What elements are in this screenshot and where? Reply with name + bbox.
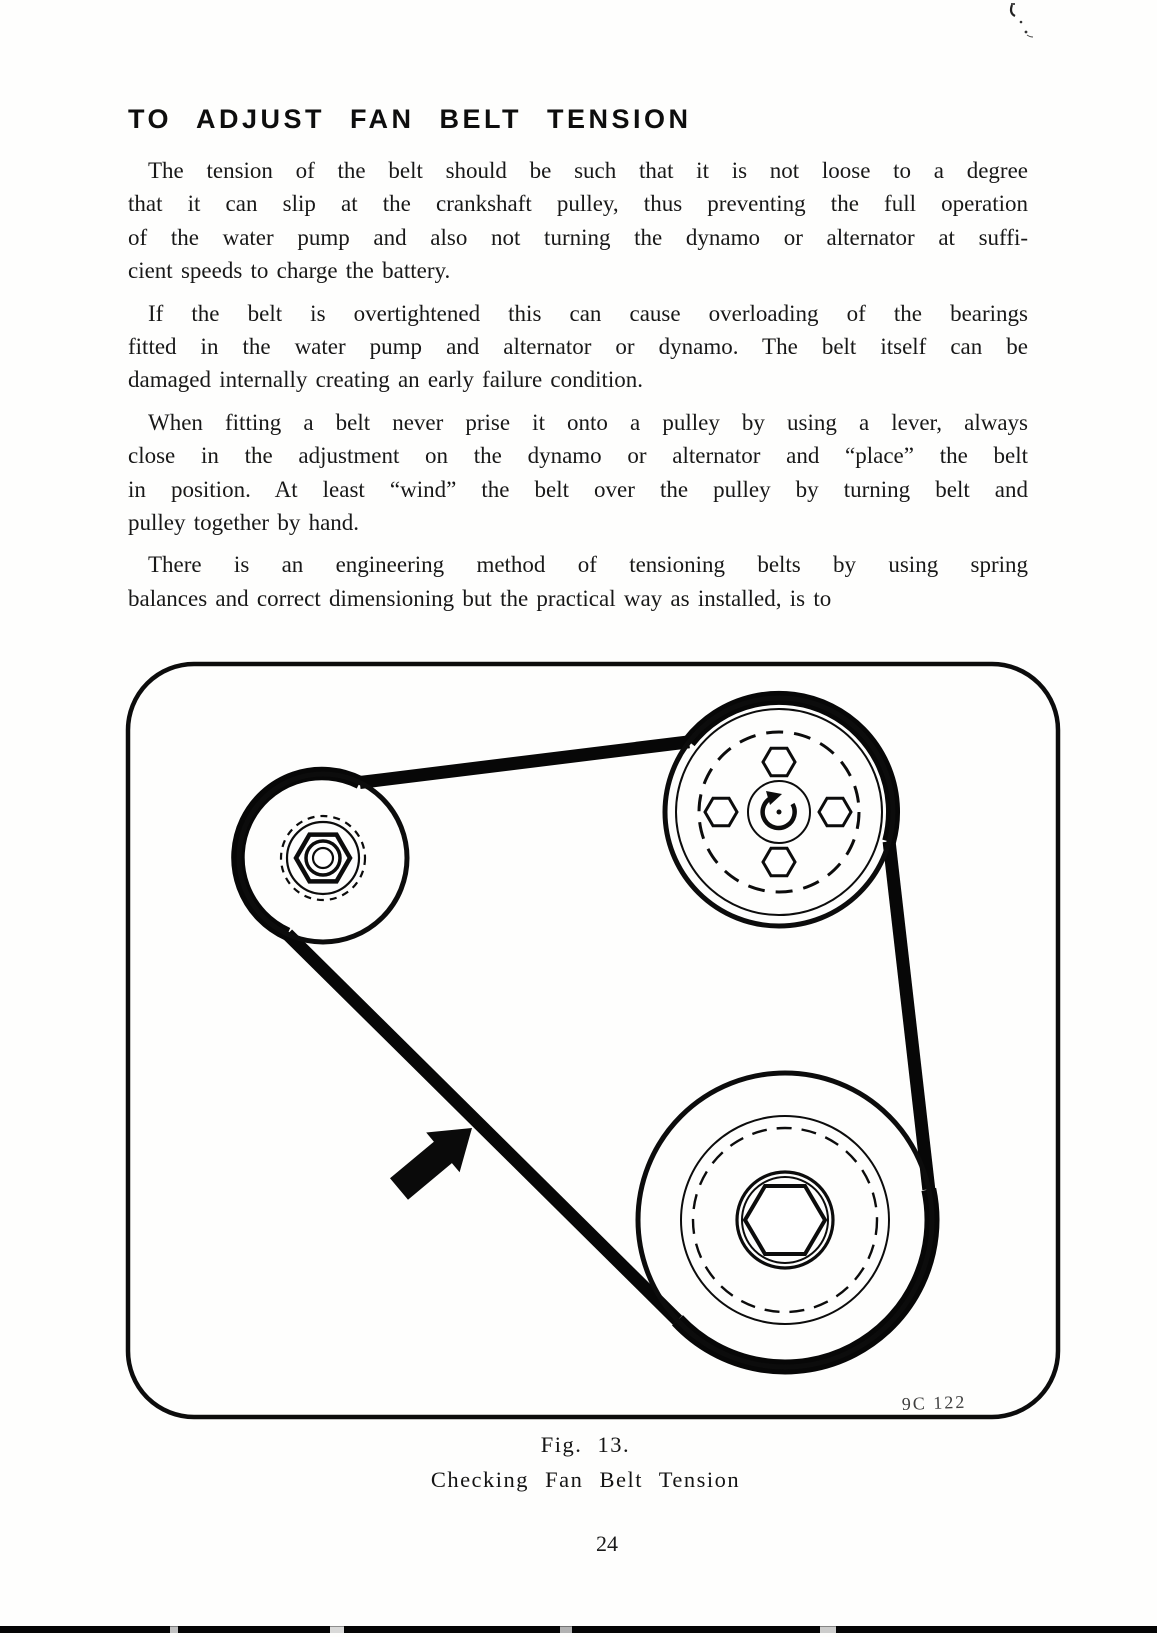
- figure-13-diagram: [120, 658, 1065, 1423]
- crankshaft-nut-icon: [745, 1186, 825, 1254]
- section-heading: TO ADJUST FAN BELT TENSION: [128, 104, 692, 134]
- figure-caption-title: Checking Fan Belt Tension: [430, 1467, 741, 1492]
- text-line: If the belt is overtightened this can cause overloading of the bearings: [148, 300, 1028, 326]
- text-line: The tension of the belt should be such that it is not loose to a degree: [148, 158, 1028, 183]
- body-paragraphs: [128, 154, 1028, 615]
- figure-caption: [128, 1432, 1043, 1493]
- text-line: damaged internally creating an early failure condition.: [128, 367, 644, 393]
- text-line: that it can slip at the crankshaft pulley, thus preventing the full operation: [128, 191, 1028, 217]
- page-number: 24: [596, 1531, 618, 1556]
- water-pump-pulley-icon: [665, 698, 893, 926]
- tension-check-arrow-icon: [390, 1128, 472, 1200]
- dynamo-pulley-icon: [239, 774, 407, 942]
- text-line: of the water pump and also not turning the dynamo or alternator at suffi-: [128, 224, 1028, 250]
- text-line: There is an engineering method of tensioning belts by using spring: [148, 552, 1028, 578]
- text-column: [128, 104, 1028, 624]
- text-line: pulley together by hand.: [128, 510, 360, 536]
- crankshaft-pulley-icon: [638, 1073, 932, 1367]
- text-line: fitted in the water pump and alternator or dynamo. The belt itself can be: [128, 334, 1028, 360]
- plate-code: 9C 122: [901, 1391, 967, 1414]
- pen-mark-artifact: [998, 2, 1044, 50]
- paragraph: [128, 406, 1028, 540]
- text-line: cient speeds to charge the battery.: [128, 258, 451, 284]
- figure-caption-number: Fig. 13.: [540, 1432, 631, 1457]
- figure-border: [128, 664, 1058, 1417]
- paragraph: [128, 154, 1028, 288]
- text-line: close in the adjustment on the dynamo or alternator and “place” the belt: [128, 443, 1028, 469]
- scan-edge-artifact: [0, 1626, 1157, 1633]
- text-line: in position. At least “wind” the belt over the pulley by turning belt and: [128, 476, 1028, 502]
- paragraph: [128, 297, 1028, 397]
- text-line: balances and correct dimensioning but the practical way as installed, is to: [128, 585, 832, 611]
- rotation-direction-arrow-icon: [763, 791, 795, 828]
- paragraph: [128, 548, 1028, 615]
- text-line: When fitting a belt never prise it onto a pulley by using a lever, always: [148, 409, 1028, 435]
